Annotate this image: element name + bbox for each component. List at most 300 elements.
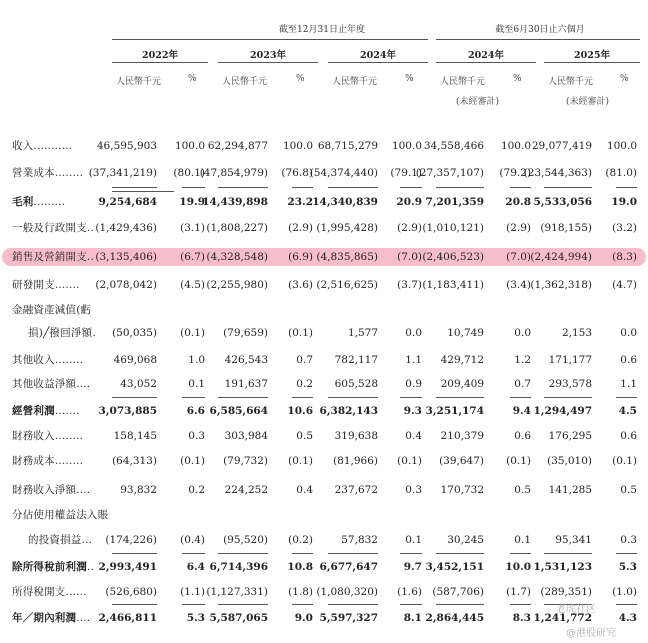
row-label-text: 銷售及營銷開支 bbox=[12, 251, 87, 263]
row-label-text: 研發開支 bbox=[12, 279, 55, 291]
subtotal-rule bbox=[112, 604, 157, 605]
percent-cell: (0.1) bbox=[288, 455, 313, 467]
table-row bbox=[0, 480, 648, 500]
percent-cell: 0.4 bbox=[296, 484, 313, 496]
table-row bbox=[0, 451, 648, 471]
table-row bbox=[0, 247, 648, 267]
percent-cell: 0.6 bbox=[620, 430, 637, 442]
watermark-handle: @港股研究 bbox=[566, 628, 616, 639]
subtotal-rule bbox=[218, 397, 268, 398]
amount-cell: (2,255,980) bbox=[206, 279, 268, 291]
percent-cell: 5.3 bbox=[186, 612, 205, 624]
row-label-dots: .. bbox=[86, 561, 94, 573]
subtotal-rule bbox=[616, 553, 637, 554]
row-label-text: 的投資損益 bbox=[28, 534, 82, 546]
amount-cell: 6,677,647 bbox=[319, 561, 378, 573]
percent-cell: 9.0 bbox=[294, 612, 313, 624]
percent-cell: (0.1) bbox=[288, 327, 313, 339]
amount-cell: 2,993,491 bbox=[98, 561, 157, 573]
subtotal-rule bbox=[292, 187, 313, 188]
percent-cell: (2.9) bbox=[397, 222, 422, 234]
percent-cell: 6.6 bbox=[186, 405, 205, 417]
amount-cell: 605,528 bbox=[334, 378, 378, 390]
subtotal-rule bbox=[218, 604, 268, 605]
row-label bbox=[12, 163, 83, 183]
row-label bbox=[12, 451, 83, 471]
row-label-text: 財務收入 bbox=[12, 430, 55, 442]
percent-cell: 0.5 bbox=[620, 484, 637, 496]
subtotal-rule bbox=[292, 604, 313, 605]
percent-cell: 0.3 bbox=[405, 484, 422, 496]
percent-cell: 1.1 bbox=[405, 354, 422, 366]
percent-cell: 0.0 bbox=[514, 327, 531, 339]
subtotal-rule bbox=[400, 397, 422, 398]
amount-cell: 303,984 bbox=[224, 430, 268, 442]
row-label-text: 毛利 bbox=[12, 196, 34, 208]
amount-cell: 57,832 bbox=[341, 534, 378, 546]
percent-cell: (3.2) bbox=[612, 222, 637, 234]
row-label bbox=[28, 530, 92, 550]
percent-cell: (0.1) bbox=[397, 455, 422, 467]
row-label bbox=[12, 608, 90, 628]
amount-cell: (64,313) bbox=[112, 455, 157, 467]
subtotal-rule bbox=[400, 604, 422, 605]
amount-cell: 293,578 bbox=[548, 378, 592, 390]
amount-cell: (4,328,548) bbox=[206, 251, 268, 263]
amount-cell: (95,520) bbox=[223, 534, 268, 546]
amount-cell: 1,241,772 bbox=[533, 612, 592, 624]
row-label-dots: .. bbox=[86, 251, 94, 263]
percent-cell: 0.0 bbox=[405, 327, 422, 339]
subtotal-rule bbox=[510, 187, 531, 188]
row-label-text: 分佔使用權益法入賬 bbox=[12, 509, 109, 521]
row-label-dots: ... bbox=[81, 534, 93, 546]
row-label-dots: ........ bbox=[54, 167, 84, 179]
percent-cell: 10.0 bbox=[505, 561, 531, 573]
percent-cell: 9.4 bbox=[512, 405, 531, 417]
amount-cell: (3,135,406) bbox=[95, 251, 157, 263]
row-label-text: 除所得稅前利潤 bbox=[12, 561, 87, 573]
unit-pct-2022: % bbox=[188, 74, 197, 84]
amount-cell: 224,252 bbox=[224, 484, 268, 496]
percent-cell: 0.6 bbox=[514, 430, 531, 442]
amount-cell: 782,117 bbox=[334, 354, 378, 366]
row-label-text: 營業成本 bbox=[12, 167, 55, 179]
table-row bbox=[0, 323, 648, 343]
percent-cell: 0.3 bbox=[188, 430, 205, 442]
percent-cell: 6.4 bbox=[186, 561, 205, 573]
percent-cell: 1.0 bbox=[188, 354, 205, 366]
amount-cell: (2,516,625) bbox=[316, 279, 378, 291]
unit-pct-2023: % bbox=[296, 74, 305, 84]
amount-cell: 170,732 bbox=[440, 484, 484, 496]
subtotal-rule bbox=[436, 553, 484, 554]
subtotal-rule bbox=[112, 187, 157, 188]
table-row bbox=[0, 582, 648, 602]
percent-cell: (1.8) bbox=[288, 586, 313, 598]
subtotal-rule bbox=[328, 604, 378, 605]
row-label bbox=[12, 218, 94, 238]
amount-cell: (79,732) bbox=[223, 455, 268, 467]
percent-cell: 19.0 bbox=[611, 196, 637, 208]
table-row bbox=[0, 300, 648, 320]
amount-cell: 191,637 bbox=[224, 378, 268, 390]
percent-cell: (3.7) bbox=[397, 279, 422, 291]
row-label-text: 所得稅開支 bbox=[12, 586, 66, 598]
amount-cell: (47,854,979) bbox=[199, 167, 268, 179]
row-label-dots: ......... bbox=[33, 196, 66, 208]
amount-cell: 68,715,279 bbox=[317, 140, 378, 152]
percent-cell: (79.2) bbox=[499, 167, 531, 179]
unit-pct-2024-h1: % bbox=[513, 74, 522, 84]
amount-cell: (2,424,994) bbox=[530, 251, 592, 263]
row-label-text: 年／期內利潤 bbox=[12, 612, 77, 624]
unit-pct-2025-h1: % bbox=[620, 74, 629, 84]
percent-cell: 100.0 bbox=[391, 140, 422, 152]
amount-cell: 30,245 bbox=[447, 534, 484, 546]
year-rule-2 bbox=[218, 62, 318, 63]
amount-cell: (4,835,865) bbox=[316, 251, 378, 263]
row-label bbox=[12, 374, 90, 394]
amount-cell: (587,706) bbox=[432, 586, 484, 598]
row-label-dots: ....... bbox=[54, 279, 80, 291]
percent-cell: 0.4 bbox=[405, 430, 422, 442]
amount-cell: 5,533,056 bbox=[533, 196, 592, 208]
row-label-dots: .. bbox=[86, 222, 94, 234]
subtotal-rule bbox=[616, 604, 637, 605]
amount-cell: (174,226) bbox=[105, 534, 157, 546]
row-label bbox=[12, 275, 80, 295]
row-label bbox=[12, 426, 83, 446]
percent-cell: 5.3 bbox=[618, 561, 637, 573]
subtotal-rule bbox=[182, 604, 205, 605]
percent-cell: (7.0) bbox=[506, 251, 531, 263]
percent-cell: (6.7) bbox=[180, 251, 205, 263]
row-label-text: 一般及行政開支 bbox=[12, 222, 87, 234]
row-label bbox=[12, 401, 80, 421]
amount-cell: (1,127,331) bbox=[206, 586, 268, 598]
year-rule-3 bbox=[328, 62, 428, 63]
subtotal-rule bbox=[616, 397, 637, 398]
amount-cell: (1,808,227) bbox=[206, 222, 268, 234]
amount-cell: 10,749 bbox=[447, 327, 484, 339]
percent-cell: (2.9) bbox=[506, 222, 531, 234]
amount-cell: (79,659) bbox=[223, 327, 268, 339]
percent-cell: (6.9) bbox=[288, 251, 313, 263]
percent-cell: 0.9 bbox=[405, 378, 422, 390]
amount-cell: (1,080,320) bbox=[316, 586, 378, 598]
percent-cell: 0.2 bbox=[188, 484, 205, 496]
subtotal-rule bbox=[112, 397, 157, 398]
row-label-text: 損)╱撥回淨額 bbox=[28, 327, 93, 339]
table-row bbox=[0, 505, 648, 525]
percent-cell: (76.8) bbox=[281, 167, 313, 179]
amount-cell: (526,680) bbox=[105, 586, 157, 598]
subtotal-rule bbox=[544, 187, 592, 188]
amount-cell: 237,672 bbox=[334, 484, 378, 496]
amount-cell: 158,145 bbox=[113, 430, 157, 442]
row-label-text: 其他收益淨額 bbox=[12, 378, 77, 390]
subtotal-rule bbox=[544, 397, 592, 398]
amount-cell: (54,374,440) bbox=[309, 167, 378, 179]
percent-cell: (1.7) bbox=[506, 586, 531, 598]
row-label bbox=[28, 323, 96, 343]
percent-cell: 20.9 bbox=[396, 196, 422, 208]
percent-cell: 0.0 bbox=[620, 327, 637, 339]
percent-cell: (0.1) bbox=[612, 455, 637, 467]
table-row bbox=[0, 374, 648, 394]
amount-cell: (39,647) bbox=[439, 455, 484, 467]
percent-cell: (8.3) bbox=[612, 251, 637, 263]
percent-cell: 0.5 bbox=[296, 430, 313, 442]
amount-cell: 6,382,143 bbox=[319, 405, 378, 417]
subtotal-rule bbox=[292, 397, 313, 398]
amount-cell: (50,035) bbox=[112, 327, 157, 339]
amount-cell: 209,409 bbox=[440, 378, 484, 390]
percent-cell: 19.9 bbox=[179, 196, 205, 208]
table-row bbox=[0, 557, 648, 577]
table-row bbox=[0, 608, 648, 628]
subtotal-rule bbox=[436, 604, 484, 605]
subtotal-rule bbox=[510, 397, 531, 398]
table-row bbox=[0, 401, 648, 421]
amount-cell: 95,341 bbox=[555, 534, 592, 546]
amount-cell: 9,254,684 bbox=[98, 196, 157, 208]
percent-cell: 100.0 bbox=[500, 140, 531, 152]
amount-cell: (23,544,363) bbox=[523, 167, 592, 179]
table-row bbox=[0, 218, 648, 238]
unit-amount-2024: 人民幣千元 bbox=[332, 77, 378, 87]
amount-cell: (1,010,121) bbox=[422, 222, 484, 234]
year-2022: 2022年 bbox=[142, 50, 178, 61]
unit-amount-2022: 人民幣千元 bbox=[116, 77, 162, 87]
row-label-dots: .... bbox=[76, 484, 91, 496]
amount-cell: 7,201,359 bbox=[425, 196, 484, 208]
amount-cell: (2,078,042) bbox=[95, 279, 157, 291]
subtotal-rule bbox=[400, 187, 422, 188]
table-row bbox=[0, 426, 648, 446]
percent-cell: (0.1) bbox=[180, 455, 205, 467]
amount-cell: 29,077,419 bbox=[531, 140, 592, 152]
subtotal-rule bbox=[544, 553, 592, 554]
percent-cell: 23.2 bbox=[287, 196, 313, 208]
amount-cell: 43,052 bbox=[120, 378, 157, 390]
group2-rule bbox=[436, 39, 640, 40]
amount-cell: (1,183,411) bbox=[422, 279, 484, 291]
percent-cell: 8.3 bbox=[512, 612, 531, 624]
percent-cell: (80.1) bbox=[173, 167, 205, 179]
row-label bbox=[12, 505, 108, 525]
row-label-dots: ........... bbox=[33, 140, 73, 152]
percent-cell: 20.8 bbox=[505, 196, 531, 208]
amount-cell: 6,585,664 bbox=[209, 405, 268, 417]
row-label-text: 金融資產減值(虧 bbox=[12, 304, 92, 316]
table-row bbox=[0, 136, 648, 156]
subtotal-rule bbox=[182, 553, 205, 554]
percent-cell: (3.1) bbox=[180, 222, 205, 234]
percent-cell: (4.5) bbox=[180, 279, 205, 291]
percent-cell: 10.6 bbox=[287, 405, 313, 417]
amount-cell: (918,155) bbox=[540, 222, 592, 234]
percent-cell: (7.0) bbox=[397, 251, 422, 263]
amount-cell: 1,577 bbox=[347, 327, 378, 339]
year-2024-h1: 2024年 bbox=[468, 50, 504, 61]
row-label bbox=[12, 582, 87, 602]
percent-cell: (1.1) bbox=[180, 586, 205, 598]
amount-cell: 1,531,123 bbox=[533, 561, 592, 573]
percent-cell: 4.3 bbox=[618, 612, 637, 624]
percent-cell: 1.2 bbox=[514, 354, 531, 366]
subtotal-rule bbox=[510, 553, 531, 554]
percent-cell: 10.8 bbox=[287, 561, 313, 573]
amount-cell: (289,351) bbox=[540, 586, 592, 598]
group1-rule bbox=[112, 39, 428, 40]
amount-cell: 141,285 bbox=[548, 484, 592, 496]
row-label bbox=[12, 300, 91, 320]
percent-cell: 0.6 bbox=[620, 354, 637, 366]
row-label-dots: ........ bbox=[54, 430, 84, 442]
row-label-text: 經營利潤 bbox=[12, 405, 55, 417]
amount-cell: 6,714,396 bbox=[209, 561, 268, 573]
amount-cell: 2,864,445 bbox=[425, 612, 484, 624]
year-2025-h1: 2025年 bbox=[574, 50, 610, 61]
percent-cell: 0.1 bbox=[514, 534, 531, 546]
amount-cell: (27,357,107) bbox=[415, 167, 484, 179]
amount-cell: 469,068 bbox=[113, 354, 157, 366]
amount-cell: 426,543 bbox=[224, 354, 268, 366]
amount-cell: 210,379 bbox=[440, 430, 484, 442]
amount-cell: (1,995,428) bbox=[316, 222, 378, 234]
amount-cell: 14,439,898 bbox=[202, 196, 268, 208]
unit-pct-2024: % bbox=[405, 74, 414, 84]
unit-amount-2024-h1: 人民幣千元 bbox=[440, 77, 486, 87]
unit-amount-2023: 人民幣千元 bbox=[222, 77, 268, 87]
percent-cell: 9.7 bbox=[403, 561, 422, 573]
table-row bbox=[0, 192, 648, 212]
row-label-text: 其他收入 bbox=[12, 354, 55, 366]
subtotal-rule bbox=[510, 604, 531, 605]
unit-amount-2025-h1: 人民幣千元 bbox=[548, 77, 594, 87]
subtotal-rule bbox=[436, 397, 484, 398]
subtotal-rule bbox=[218, 553, 268, 554]
amount-cell: (37,341,219) bbox=[88, 167, 157, 179]
amount-cell: 62,294,877 bbox=[207, 140, 268, 152]
unaudited-2024-h1: (未經審計) bbox=[456, 97, 500, 107]
year-2023: 2023年 bbox=[250, 50, 286, 61]
percent-cell: (0.2) bbox=[288, 534, 313, 546]
amount-cell: 171,177 bbox=[548, 354, 592, 366]
percent-cell: 1.1 bbox=[620, 378, 637, 390]
row-label bbox=[12, 557, 94, 577]
row-label bbox=[12, 247, 94, 267]
percent-cell: 0.5 bbox=[514, 484, 531, 496]
percent-cell: (0.1) bbox=[180, 327, 205, 339]
year-rule-5 bbox=[544, 62, 640, 63]
amount-cell: (1,362,318) bbox=[530, 279, 592, 291]
row-label-dots: .... bbox=[76, 612, 91, 624]
subtotal-rule bbox=[112, 553, 157, 554]
amount-cell: 46,595,903 bbox=[96, 140, 157, 152]
subtotal-rule bbox=[328, 187, 378, 188]
year-2024: 2024年 bbox=[360, 50, 396, 61]
row-label-dots: ....... bbox=[54, 405, 80, 417]
percent-cell: 100.0 bbox=[174, 140, 205, 152]
amount-cell: 3,452,151 bbox=[425, 561, 484, 573]
amount-cell: 1,294,497 bbox=[533, 405, 592, 417]
amount-cell: 2,466,811 bbox=[98, 612, 157, 624]
amount-cell: 3,073,885 bbox=[98, 405, 157, 417]
row-label bbox=[12, 136, 72, 156]
subtotal-rule bbox=[218, 187, 268, 188]
row-label-dots: .... bbox=[76, 378, 91, 390]
amount-cell: 429,712 bbox=[440, 354, 484, 366]
percent-cell: 0.7 bbox=[296, 354, 313, 366]
percent-cell: 100.0 bbox=[606, 140, 637, 152]
percent-cell: 4.5 bbox=[618, 405, 637, 417]
subtotal-rule bbox=[328, 553, 378, 554]
percent-cell: (4.7) bbox=[612, 279, 637, 291]
year-rule-1 bbox=[112, 62, 208, 63]
row-label bbox=[12, 192, 65, 212]
table-row bbox=[0, 350, 648, 370]
percent-cell: 0.1 bbox=[188, 378, 205, 390]
subtotal-rule bbox=[616, 187, 637, 188]
amount-cell: 319,638 bbox=[334, 430, 378, 442]
percent-cell: 0.2 bbox=[296, 378, 313, 390]
percent-cell: 8.1 bbox=[403, 612, 422, 624]
table-row bbox=[0, 530, 648, 550]
percent-cell: (1.0) bbox=[612, 586, 637, 598]
table-row bbox=[0, 163, 648, 183]
percent-cell: (0.1) bbox=[506, 455, 531, 467]
row-label-dots: ........ bbox=[54, 455, 84, 467]
subtotal-rule bbox=[182, 397, 205, 398]
amount-cell: (35,010) bbox=[547, 455, 592, 467]
row-label bbox=[12, 480, 90, 500]
unaudited-2025-h1: (未經審計) bbox=[566, 97, 610, 107]
subtotal-rule bbox=[328, 397, 378, 398]
amount-cell: 93,832 bbox=[120, 484, 157, 496]
percent-cell: (0.4) bbox=[180, 534, 205, 546]
amount-cell: 176,295 bbox=[548, 430, 592, 442]
watermark-logo: 老虎社区 bbox=[556, 604, 596, 615]
amount-cell: (1,429,436) bbox=[95, 222, 157, 234]
percent-cell: 100.0 bbox=[282, 140, 313, 152]
header-fiscal-year-group: 截至12月31日止年度 bbox=[279, 25, 365, 35]
percent-cell: 0.7 bbox=[514, 378, 531, 390]
amount-cell: (81,966) bbox=[333, 455, 378, 467]
amount-cell: (2,406,523) bbox=[422, 251, 484, 263]
percent-cell: 9.3 bbox=[403, 405, 422, 417]
subtotal-rule bbox=[182, 187, 205, 188]
subtotal-rule bbox=[400, 553, 422, 554]
amount-cell: 34,558,466 bbox=[423, 140, 484, 152]
percent-cell: 0.3 bbox=[620, 534, 637, 546]
table-row bbox=[0, 275, 648, 295]
row-label-dots: ........ bbox=[54, 354, 84, 366]
amount-cell: 14,340,839 bbox=[312, 196, 378, 208]
row-label-text: 收入 bbox=[12, 140, 34, 152]
row-label-text: 財務成本 bbox=[12, 455, 55, 467]
header-six-months-group: 截至6月30日止六個月 bbox=[495, 25, 585, 35]
rule-gross-top-1 bbox=[112, 191, 174, 192]
percent-cell: 0.1 bbox=[405, 534, 422, 546]
percent-cell: (2.9) bbox=[288, 222, 313, 234]
amount-cell: 5,597,327 bbox=[319, 612, 378, 624]
subtotal-rule bbox=[436, 187, 484, 188]
row-label-dots: . bbox=[92, 327, 96, 339]
amount-cell: 2,153 bbox=[561, 327, 592, 339]
